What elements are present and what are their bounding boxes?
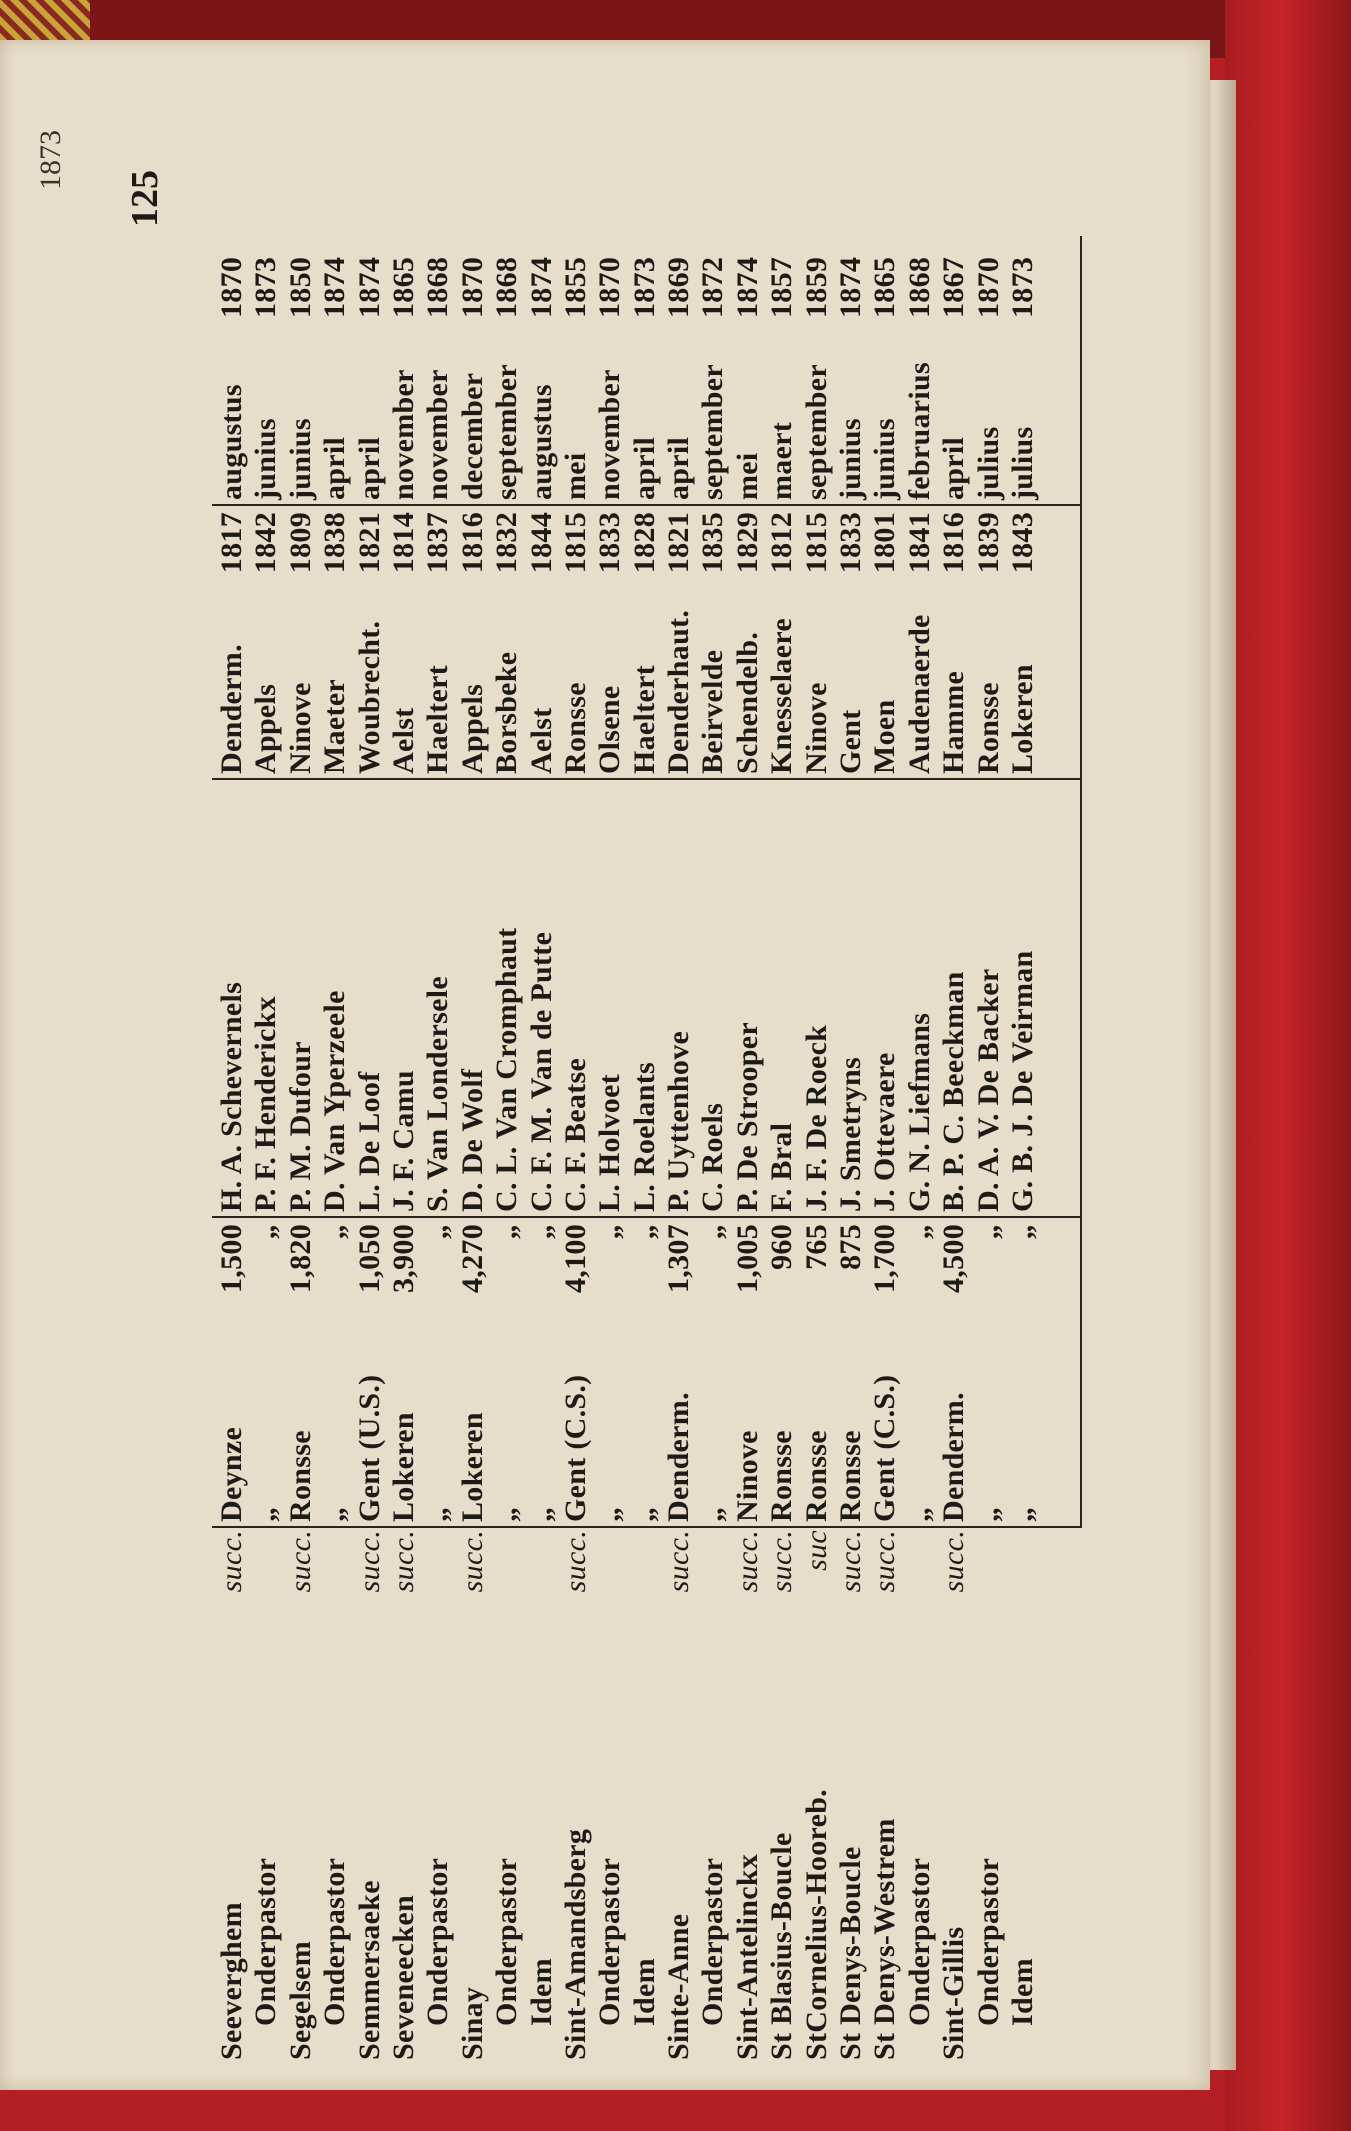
priest-name: F. Bral — [765, 1122, 799, 1212]
deanery: Deynze — [215, 1426, 248, 1522]
birthplace: Ronsse — [558, 682, 592, 774]
birthplace: Appels — [455, 683, 489, 774]
income-amount: „ — [627, 1224, 661, 1240]
appointment-year: 1868 — [490, 256, 524, 318]
rotated-register-table — [34, 70, 1190, 2060]
birthplace: Ninove — [283, 682, 317, 774]
parish-name: Onderpastor — [490, 1857, 524, 2026]
appointment-month: mei — [558, 452, 592, 500]
parish-name: Onderpastor — [318, 1857, 352, 2026]
income-amount: 1,050 — [352, 1224, 386, 1293]
parish-name: Sinay — [455, 1986, 489, 2060]
parish-name: Idem — [1005, 1958, 1039, 2026]
succession-mark: succ. — [834, 1530, 868, 1593]
appointment-year: 1874 — [730, 256, 764, 318]
table-row — [318, 70, 352, 2060]
income-amount: 1,500 — [215, 1224, 248, 1293]
parish-name: Idem — [627, 1958, 661, 2026]
appointment-year: 1857 — [765, 256, 799, 318]
priest-name: J. Ottevaere — [868, 1052, 902, 1212]
table-row — [490, 70, 524, 2060]
birthplace: Lokeren — [1005, 664, 1039, 774]
birth-year: 1817 — [215, 512, 248, 574]
birthplace: Aelst — [524, 707, 558, 774]
income-amount: 4,100 — [558, 1224, 592, 1293]
income-amount: „ — [490, 1224, 524, 1240]
birth-year: 1828 — [627, 512, 661, 574]
book-page — [0, 40, 1210, 2090]
appointment-month: junius — [283, 418, 317, 500]
parish-name: Semmersaeke — [352, 1880, 386, 2060]
birth-year: 1816 — [455, 512, 489, 574]
table-row — [456, 70, 490, 2060]
priest-name: B. P. C. Beeckman — [937, 971, 971, 1212]
birthplace: Schendelb. — [730, 631, 764, 774]
succession-mark: succ. — [455, 1530, 489, 1593]
deanery: „ — [249, 1506, 283, 1522]
table-row — [937, 70, 971, 2060]
deanery: „ — [696, 1506, 730, 1522]
deanery: Ninove — [730, 1430, 764, 1522]
appointment-month: november — [386, 369, 420, 500]
birth-year: 1837 — [421, 512, 455, 574]
parish-name: Onderpastor — [593, 1857, 627, 2026]
table-row — [628, 70, 662, 2060]
succession-mark: suc — [799, 1530, 833, 1571]
parish-name: Onderpastor — [421, 1857, 455, 2026]
deanery: Gent (C.S.) — [558, 1374, 592, 1522]
priest-name: D. Van Yperzeele — [318, 990, 352, 1212]
income-amount: 765 — [799, 1224, 833, 1270]
table-row — [972, 70, 1006, 2060]
priest-name: L. Holvoet — [593, 1074, 627, 1212]
table-row — [800, 70, 834, 2060]
birth-year: 1815 — [799, 512, 833, 574]
priest-name: D. A. V. De Backer — [971, 968, 1005, 1212]
deanery: Denderm. — [662, 1392, 696, 1522]
priest-name: J. Smetryns — [834, 1057, 868, 1212]
succession-mark: succ. — [283, 1530, 317, 1593]
income-amount: 875 — [834, 1224, 868, 1270]
income-amount: 1,700 — [868, 1224, 902, 1293]
appointment-month: december — [455, 372, 489, 500]
parish-name: St Denys-Boucle — [834, 1846, 868, 2060]
birth-year: 1832 — [490, 512, 524, 574]
succession-mark: succ. — [558, 1530, 592, 1593]
income-amount: 4,500 — [937, 1224, 971, 1293]
priest-name: S. Van Londersele — [421, 976, 455, 1212]
priest-name: P. Uyttenhove — [662, 1030, 696, 1212]
birth-year: 1841 — [902, 512, 936, 574]
birthplace: Haeltert — [627, 665, 661, 774]
deanery: „ — [627, 1506, 661, 1522]
succession-mark: succ. — [662, 1530, 696, 1593]
table-row — [696, 70, 730, 2060]
income-amount: „ — [971, 1224, 1005, 1240]
income-amount: 4,270 — [455, 1224, 489, 1293]
appointment-year: 1870 — [593, 256, 627, 318]
birthplace: Denderm. — [215, 644, 248, 774]
appointment-month: junius — [868, 418, 902, 500]
priest-name: J. F. Camu — [386, 1070, 420, 1212]
income-amount: „ — [696, 1224, 730, 1240]
birthplace: Aelst — [386, 707, 420, 774]
succession-mark: succ. — [386, 1530, 420, 1593]
birth-year: 1812 — [765, 512, 799, 574]
income-amount: „ — [249, 1224, 283, 1240]
birth-year: 1801 — [868, 512, 902, 574]
appointment-year: 1874 — [834, 256, 868, 318]
appointment-month: september — [696, 364, 730, 500]
parish-name: Onderpastor — [249, 1857, 283, 2026]
appointment-month: november — [593, 369, 627, 500]
table-row — [249, 70, 283, 2060]
income-amount: „ — [524, 1224, 558, 1240]
birthplace: Knesselaere — [765, 617, 799, 774]
deanery: Ronsse — [765, 1430, 799, 1522]
succession-mark: succ. — [352, 1530, 386, 1593]
running-head: 1873 — [34, 130, 67, 190]
appointment-month: april — [937, 436, 971, 500]
appointment-year: 1872 — [696, 256, 730, 318]
appointment-year: 1870 — [455, 256, 489, 318]
succession-mark: succ. — [937, 1530, 971, 1593]
birthplace: Maeter — [318, 678, 352, 774]
birthplace: Gent — [834, 709, 868, 774]
birthplace: Denderhaut. — [662, 609, 696, 774]
table-row — [421, 70, 455, 2060]
income-amount: 1,005 — [730, 1224, 764, 1293]
deanery: Denderm. — [937, 1392, 971, 1522]
deanery: Gent (C.S.) — [868, 1374, 902, 1522]
appointment-month: april — [352, 436, 386, 500]
birthplace: Borsbeke — [490, 651, 524, 774]
appointment-year: 1869 — [662, 256, 696, 318]
parish-name: Sinte-Anne — [662, 1913, 696, 2060]
parish-name: Onderpastor — [971, 1857, 1005, 2026]
parish-name: Idem — [524, 1958, 558, 2026]
parish-name: Onderpastor — [696, 1857, 730, 2026]
birth-year: 1835 — [696, 512, 730, 574]
birth-year: 1842 — [249, 512, 283, 574]
income-amount: „ — [421, 1224, 455, 1240]
appointment-year: 1874 — [318, 256, 352, 318]
priest-name: C. F. Beatse — [558, 1057, 592, 1212]
deanery: Lokeren — [455, 1412, 489, 1522]
succession-mark: succ. — [765, 1530, 799, 1593]
parish-name: St Denys-Westrem — [868, 1818, 902, 2060]
table-row — [559, 70, 593, 2060]
appointment-month: augustus — [524, 384, 558, 500]
appointment-month: junius — [249, 418, 283, 500]
appointment-year: 1867 — [937, 256, 971, 318]
deanery: „ — [524, 1506, 558, 1522]
deanery: „ — [593, 1506, 627, 1522]
succession-mark: succ. — [868, 1530, 902, 1593]
appointment-month: augustus — [215, 384, 248, 500]
income-amount: „ — [1005, 1224, 1039, 1240]
appointment-year: 1873 — [627, 256, 661, 318]
birthplace: Olsene — [593, 685, 627, 774]
appointment-month: maert — [765, 421, 799, 500]
birthplace: Haeltert — [421, 665, 455, 774]
table-row — [731, 70, 765, 2060]
parish-name: Sint-Amandsberg — [558, 1828, 592, 2060]
table-row — [387, 70, 421, 2060]
priest-name: C. L. Van Cromphaut — [490, 927, 524, 1212]
birthplace: Ninove — [799, 682, 833, 774]
table-row — [215, 70, 249, 2060]
table-row — [662, 70, 696, 2060]
table-row — [1006, 70, 1040, 2060]
appointment-year: 1873 — [249, 256, 283, 318]
priest-name: L. Roelants — [627, 1062, 661, 1212]
birth-year: 1814 — [386, 512, 420, 574]
birth-year: 1821 — [352, 512, 386, 574]
priest-name: J. F. De Roeck — [799, 1024, 833, 1212]
appointment-month: julius — [971, 426, 1005, 500]
birth-year: 1809 — [283, 512, 317, 574]
appointment-year: 1850 — [283, 256, 317, 318]
deanery: Lokeren — [386, 1412, 420, 1522]
appointment-year: 1865 — [386, 256, 420, 318]
deanery: „ — [971, 1506, 1005, 1522]
birth-year: 1829 — [730, 512, 764, 574]
parish-name: StCornelius-Hooreb. — [799, 1789, 833, 2060]
parish-name: St Blasius-Boucle — [765, 1832, 799, 2060]
deanery: Ronsse — [799, 1430, 833, 1522]
birth-year: 1844 — [524, 512, 558, 574]
table-row — [903, 70, 937, 2060]
table-row — [284, 70, 318, 2060]
appointment-month: julius — [1005, 426, 1039, 500]
income-amount: „ — [593, 1224, 627, 1240]
table-row — [834, 70, 868, 2060]
succession-mark: succ. — [215, 1530, 248, 1593]
parish-name: Seeverghem — [215, 1902, 248, 2060]
deanery: „ — [490, 1506, 524, 1522]
deanery: Gent (U.S.) — [352, 1374, 386, 1522]
appointment-month: april — [662, 436, 696, 500]
birth-year: 1821 — [662, 512, 696, 574]
priest-name: C. F. M. Van de Putte — [524, 931, 558, 1212]
page-number: 125 — [124, 170, 166, 227]
birthplace: Woubrecht. — [352, 620, 386, 774]
appointment-year: 1874 — [352, 256, 386, 318]
priest-name: C. Roels — [696, 1102, 730, 1212]
parish-name: Seveneecken — [386, 1895, 420, 2060]
table-row — [868, 70, 902, 2060]
deanery: „ — [421, 1506, 455, 1522]
income-amount: 1,307 — [662, 1224, 696, 1293]
birth-year: 1815 — [558, 512, 592, 574]
priest-name: P. De Strooper — [730, 1021, 764, 1212]
appointment-year: 1859 — [799, 256, 833, 318]
priest-name: P. F. Henderickx — [249, 996, 283, 1212]
birth-year: 1833 — [834, 512, 868, 574]
birth-year: 1839 — [971, 512, 1005, 574]
income-amount: 3,900 — [386, 1224, 420, 1293]
deanery: Ronsse — [283, 1430, 317, 1522]
appointment-year: 1873 — [1005, 256, 1039, 318]
priest-name: G. N. Liefmans — [902, 1012, 936, 1212]
appointment-month: april — [318, 436, 352, 500]
appointment-year: 1865 — [868, 256, 902, 318]
appointment-month: november — [421, 369, 455, 500]
appointment-year: 1870 — [215, 256, 248, 318]
income-amount: „ — [902, 1224, 936, 1240]
priest-name: G. B. J. De Veirman — [1005, 950, 1039, 1212]
appointment-month: mei — [730, 452, 764, 500]
register-rows — [215, 70, 1135, 2060]
birthplace: Beirvelde — [696, 649, 730, 774]
birth-year: 1833 — [593, 512, 627, 574]
appointment-year: 1870 — [971, 256, 1005, 318]
birthplace: Audenaerde — [902, 614, 936, 774]
table-row — [353, 70, 387, 2060]
priest-name: H. A. Schevernels — [215, 981, 248, 1212]
appointment-year: 1855 — [558, 256, 592, 318]
appointment-year: 1868 — [902, 256, 936, 318]
parish-name: Sint-Antelinckx — [730, 1853, 764, 2060]
appointment-year: 1868 — [421, 256, 455, 318]
appointment-month: september — [799, 364, 833, 500]
appointment-month: februarius — [902, 362, 936, 500]
deanery: „ — [1005, 1506, 1039, 1522]
parish-name: Onderpastor — [902, 1857, 936, 2026]
appointment-month: september — [490, 364, 524, 500]
deanery: „ — [318, 1506, 352, 1522]
birthplace: Hamme — [937, 670, 971, 774]
succession-mark: succ. — [730, 1530, 764, 1593]
priest-name: L. De Loof — [352, 1071, 386, 1212]
table-row — [593, 70, 627, 2060]
parish-name: Sint-Gillis — [937, 1926, 971, 2060]
birthplace: Ronsse — [971, 682, 1005, 774]
table-row — [765, 70, 799, 2060]
deanery: „ — [902, 1506, 936, 1522]
book-cover-right — [1225, 0, 1351, 2131]
birthplace: Appels — [249, 683, 283, 774]
priest-name: P. M. Dufour — [283, 1041, 317, 1212]
appointment-month: junius — [834, 418, 868, 500]
income-amount: „ — [318, 1224, 352, 1240]
income-amount: 1,820 — [283, 1224, 317, 1293]
deanery: Ronsse — [834, 1430, 868, 1522]
priest-name: D. De Wolf — [455, 1068, 489, 1212]
birth-year: 1838 — [318, 512, 352, 574]
birth-year: 1843 — [1005, 512, 1039, 574]
birth-year: 1816 — [937, 512, 971, 574]
appointment-year: 1874 — [524, 256, 558, 318]
appointment-month: april — [627, 436, 661, 500]
table-row — [525, 70, 559, 2060]
income-amount: 960 — [765, 1224, 799, 1270]
parish-name: Segelsem — [283, 1940, 317, 2060]
birthplace: Moen — [868, 699, 902, 774]
